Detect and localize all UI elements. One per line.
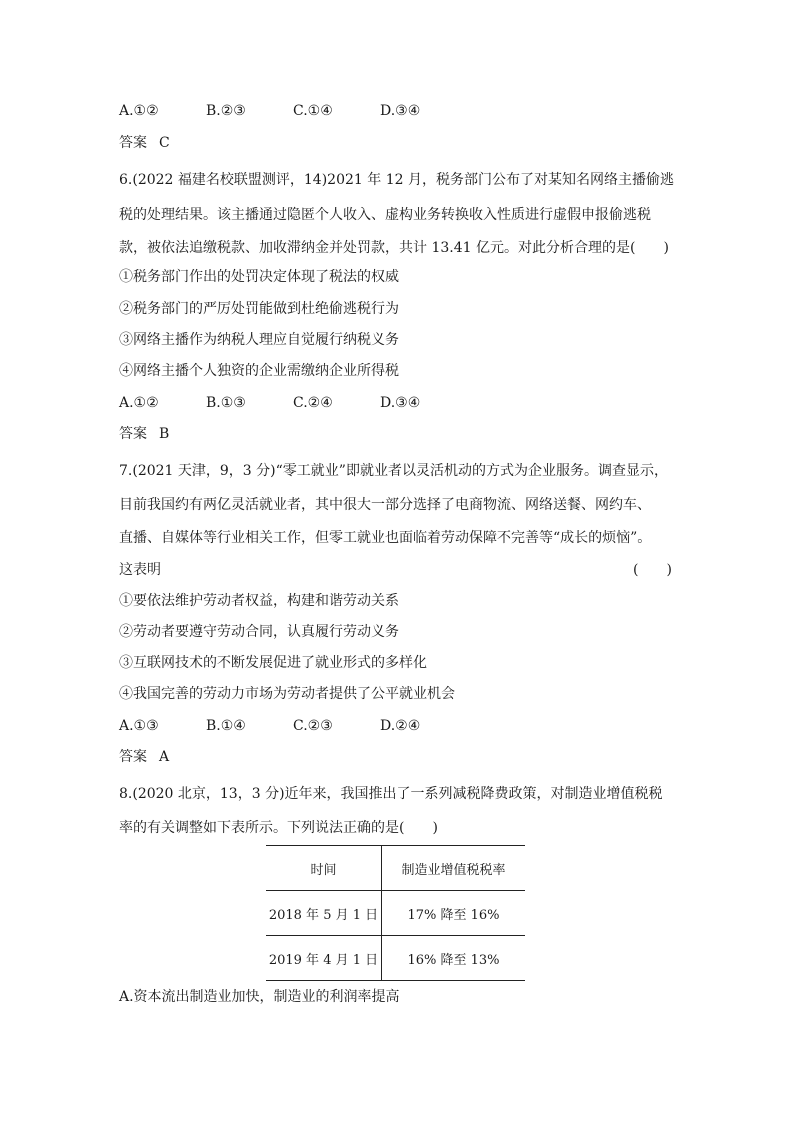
q7-answer-value: A <box>159 749 170 765</box>
q8-option-a: A.资本流出制造业加快，制造业的利润率提高 <box>119 989 400 1005</box>
q7-option-a: A.①③ <box>119 718 159 734</box>
q5-option-d: D.③④ <box>380 103 421 119</box>
q7-stem-tail: 这表明 <box>119 562 161 578</box>
q7-statement-1: ①要依法维护劳动者权益，构建和谐劳动关系 <box>119 593 399 609</box>
q7-option-b: B.①④ <box>206 718 246 734</box>
q7-statement-4: ④我国完善的劳动力市场为劳动者提供了公平就业机会 <box>119 686 455 702</box>
q5-option-a: A.①② <box>119 103 159 119</box>
table-header-row <box>266 846 525 891</box>
q7-stem-line-4 <box>119 560 679 580</box>
q6-option-c: C.②④ <box>293 395 333 411</box>
q7-answer <box>119 747 169 767</box>
q6-options <box>119 393 467 413</box>
q6-answer-value: B <box>159 426 170 442</box>
q5-answer-label: 答案 <box>119 135 147 151</box>
q5-options <box>119 101 467 121</box>
q6-statement-2: ②税务部门的严厉处罚能做到杜绝偷逃税行为 <box>119 301 399 317</box>
q5-option-b: B.②③ <box>206 103 246 119</box>
q7-stem-line-3: 直播、自媒体等行业相关工作，但零工就业也面临着劳动保障不完善等“成长的烦恼”。 <box>119 530 652 546</box>
table-header-rate: 制造业增值税税率 <box>382 846 526 891</box>
table-cell-rate: 16% 降至 13% <box>382 936 526 981</box>
table-header-time: 时间 <box>266 846 382 891</box>
q6-statement-3: ③网络主播作为纳税人理应自觉履行纳税义务 <box>119 332 399 348</box>
table-cell-date: 2018 年 5 月 1 日 <box>266 891 382 936</box>
q6-option-b: B.①③ <box>206 395 246 411</box>
q7-answer-paren: ( ) <box>633 562 672 578</box>
q5-option-c: C.①④ <box>293 103 333 119</box>
table-row <box>266 936 525 981</box>
q6-stem-line-3: 款，被依法追缴税款、加收滞纳金并处罚款，共计 13.41 亿元。对此分析合理的是( ) <box>119 240 669 256</box>
q6-stem-line-2: 税的处理结果。该主播通过隐匿个人收入、虚构业务转换收入性质进行虚假申报偷逃税 <box>119 207 651 223</box>
q8-stem-line-2: 率的有关调整如下表所示。下列说法正确的是( ) <box>119 820 438 836</box>
q7-options <box>119 716 467 736</box>
tax-rate-table <box>266 845 525 981</box>
q8-stem-line-1: 8.(2020 北京，13，3 分)近年来，我国推出了一系列减税降费政策，对制造业增值税税 <box>119 786 663 802</box>
table-cell-rate: 17% 降至 16% <box>382 891 526 936</box>
q7-stem-line-1: 7.(2021 天津，9，3 分)“零工就业”即就业者以灵活机动的方式为企业服务。调查显示， <box>119 463 668 479</box>
q6-option-d: D.③④ <box>380 395 421 411</box>
q7-statement-3: ③互联网技术的不断发展促进了就业形式的多样化 <box>119 655 427 671</box>
q7-answer-label: 答案 <box>119 749 147 765</box>
q6-option-a: A.①② <box>119 395 159 411</box>
table-cell-date: 2019 年 4 月 1 日 <box>266 936 382 981</box>
q7-option-d: D.②④ <box>380 718 421 734</box>
q6-stem-line-1: 6.(2022 福建名校联盟测评，14)2021 年 12 月，税务部门公布了对某知名网络主播偷逃 <box>119 172 674 188</box>
q5-answer-value: C <box>159 135 170 151</box>
q6-answer <box>119 424 169 444</box>
q7-statement-2: ②劳动者要遵守劳动合同，认真履行劳动义务 <box>119 624 399 640</box>
q6-statement-4: ④网络主播个人独资的企业需缴纳企业所得税 <box>119 363 399 379</box>
table-row <box>266 891 525 936</box>
q6-statement-1: ①税务部门作出的处罚决定体现了税法的权威 <box>119 269 399 285</box>
q5-answer <box>119 133 170 153</box>
q7-stem-line-2: 目前我国约有两亿灵活就业者，其中很大一部分选择了电商物流、网络送餐、网约车、 <box>119 497 651 513</box>
q6-answer-label: 答案 <box>119 426 147 442</box>
q7-option-c: C.②③ <box>293 718 333 734</box>
